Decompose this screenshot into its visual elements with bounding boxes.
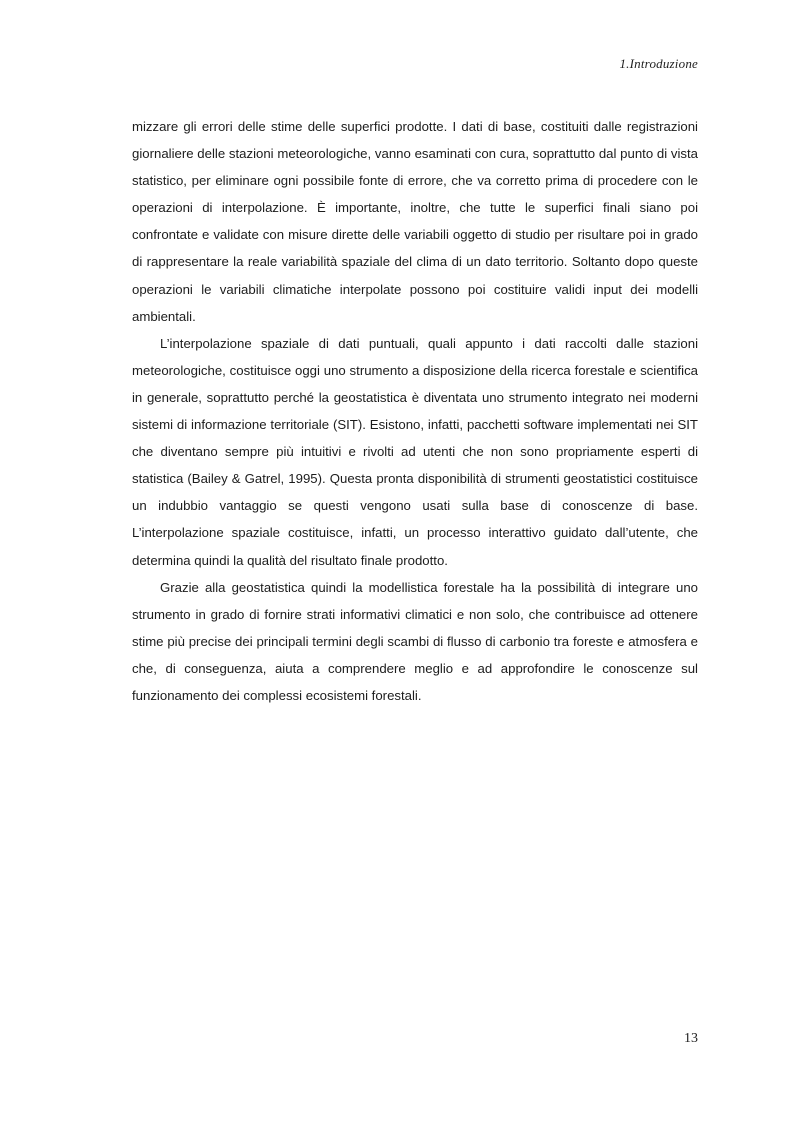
body-text: [132, 113, 698, 709]
page-number: 13: [684, 1031, 698, 1046]
paragraph-interpolazione: L’interpolazione spaziale di dati puntuali, quali appunto i dati raccolti dalle stazioni meteorologiche, costituisce oggi uno strumento a disposizione della ricerca forestale e scientifica in generale, soprattutto perché la geostatistica è diventata uno strumento integrato nei moderni sistemi di informazione territoriale (SIT). Esistono, infatti, pacchetti software implementati nei SIT che diventano sempre più intuitivi e rivolti ad utenti che non sono propriamente esperti di statistica (Bailey & Gatrel, 1995). Questa pronta disponibilità di strumenti geostatistici costituisce un indubbio vantaggio se questi vengono usati sulla base di conoscenze di base. L’interpolazione spaziale costituisce, infatti, un processo interattivo guidato dall’utente, che determina quindi la qualità del risultato finale prodotto.: [132, 335, 698, 568]
running-header: 1.Introduzione: [619, 56, 698, 71]
paragraph-continuation: mizzare gli errori delle stime delle superfici prodotte. I dati di base, costituiti dalle registrazioni giornaliere delle stazioni meteorologiche, vanno esaminati con cura, soprattutto dal punto di vista statistico, per eliminare ogni possibile fonte di errore, che va corretto prima di procedere con le operazioni di interpolazione. È importante, inoltre, che tutte le superfici finali siano poi confrontate e validate con misure dirette delle variabili oggetto di studio per risultare poi in grado di rappresentare la reale variabilità spaziale del clima di un dato territorio. Soltanto dopo queste operazioni le variabili climatiche interpolate possono poi costituire validi input dei modelli ambientali.: [132, 119, 698, 324]
paragraph-geostatistica: Grazie alla geostatistica quindi la modellistica forestale ha la possibilità di integrare uno strumento in grado di fornire strati informativi climatici e non solo, che contribuisce ad ottenere stime più precise dei principali termini degli scambi di flusso di carbonio tra foreste e atmosfera e che, di conseguenza, aiuta a comprendere meglio e ad approfondire le conoscenze sul funzionamento dei complessi ecosistemi forestali.: [132, 579, 698, 703]
